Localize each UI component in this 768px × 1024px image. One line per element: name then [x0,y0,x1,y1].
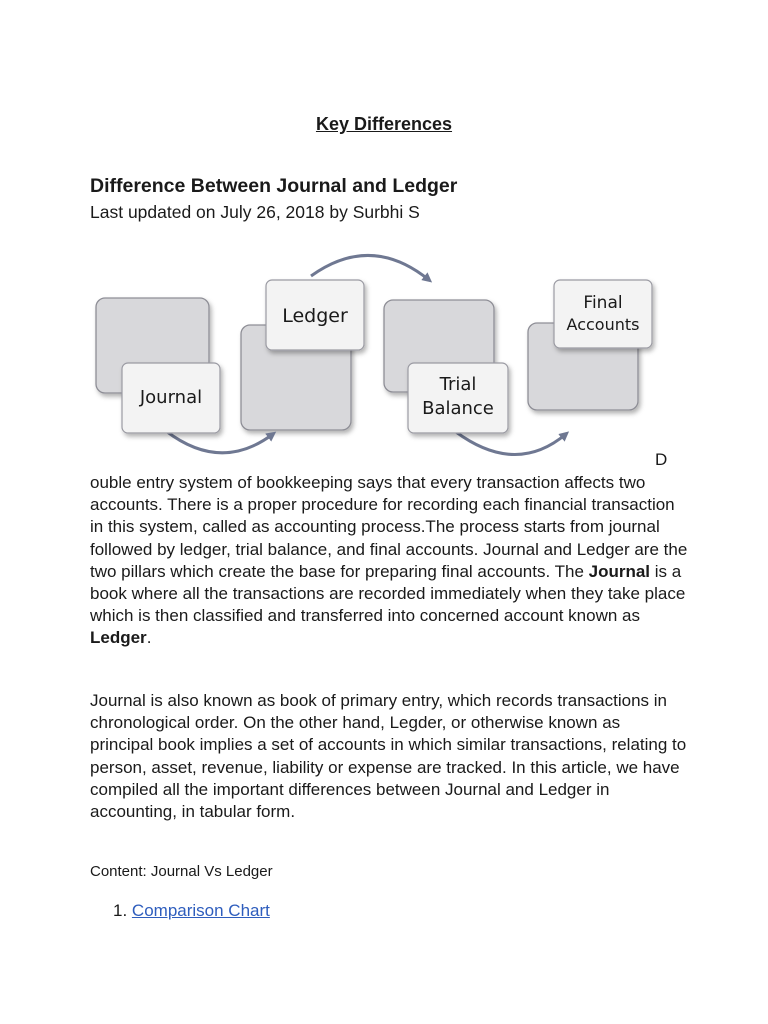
article-byline: Last updated on July 26, 2018 by Surbhi S [90,202,420,222]
intro-text-b: is a book where all the transactions are recorded immediately when they take place which is then classified and transferred into concerned account known as [90,561,686,626]
arrow-trial-balance-to-final-accounts [456,432,566,455]
trial-label: Trial [439,374,477,395]
balance-label: Balance [422,398,494,419]
intro-text-a: ouble entry system of bookkeeping says that every transaction affects two accounts. There is a proper procedure for recording each financial transaction in this system, called as accounting process.The process starts from journal followed by ledger, trial balance, and final accounts. Journal and Ledger are the two pillars which create the base for preparing final accounts. The [90,473,688,581]
accounts-label: Accounts [566,315,640,334]
arrow-journal-to-ledger [166,431,273,453]
second-paragraph: Journal is also known as book of primary entry, which records transactions in chronological order. On the other hand, Legder, or otherwise known as principal book implies a set of accounts in which similar transactions, relating to person, asset, revenue, liability or expense are tracked. In this article, we have compiled all the important differences between Journal and Ledger in accounting, in tabular form. [90,691,687,822]
toc-item-number: 1. [113,901,128,920]
arrow-ledger-to-trial-balance [311,255,429,280]
contents-list [113,901,270,921]
journal-label: Journal [139,387,203,408]
intro-end: . [146,628,152,648]
journal-term: Journal [588,561,651,581]
ledger-label: Ledger [282,305,348,327]
intro-paragraph [90,472,688,650]
final-label: Final [583,293,623,313]
article-title: Difference Between Journal and Ledger [90,175,458,197]
accounting-process-diagram [86,238,676,478]
final-accounts-box [554,280,652,348]
comparison-chart-link[interactable]: Comparison Chart [131,901,270,920]
section-heading: Key Differences [315,114,453,134]
drop-cap: D [655,450,668,469]
ledger-term: Ledger [90,628,147,648]
contents-label: Content: Journal Vs Ledger [90,863,273,880]
